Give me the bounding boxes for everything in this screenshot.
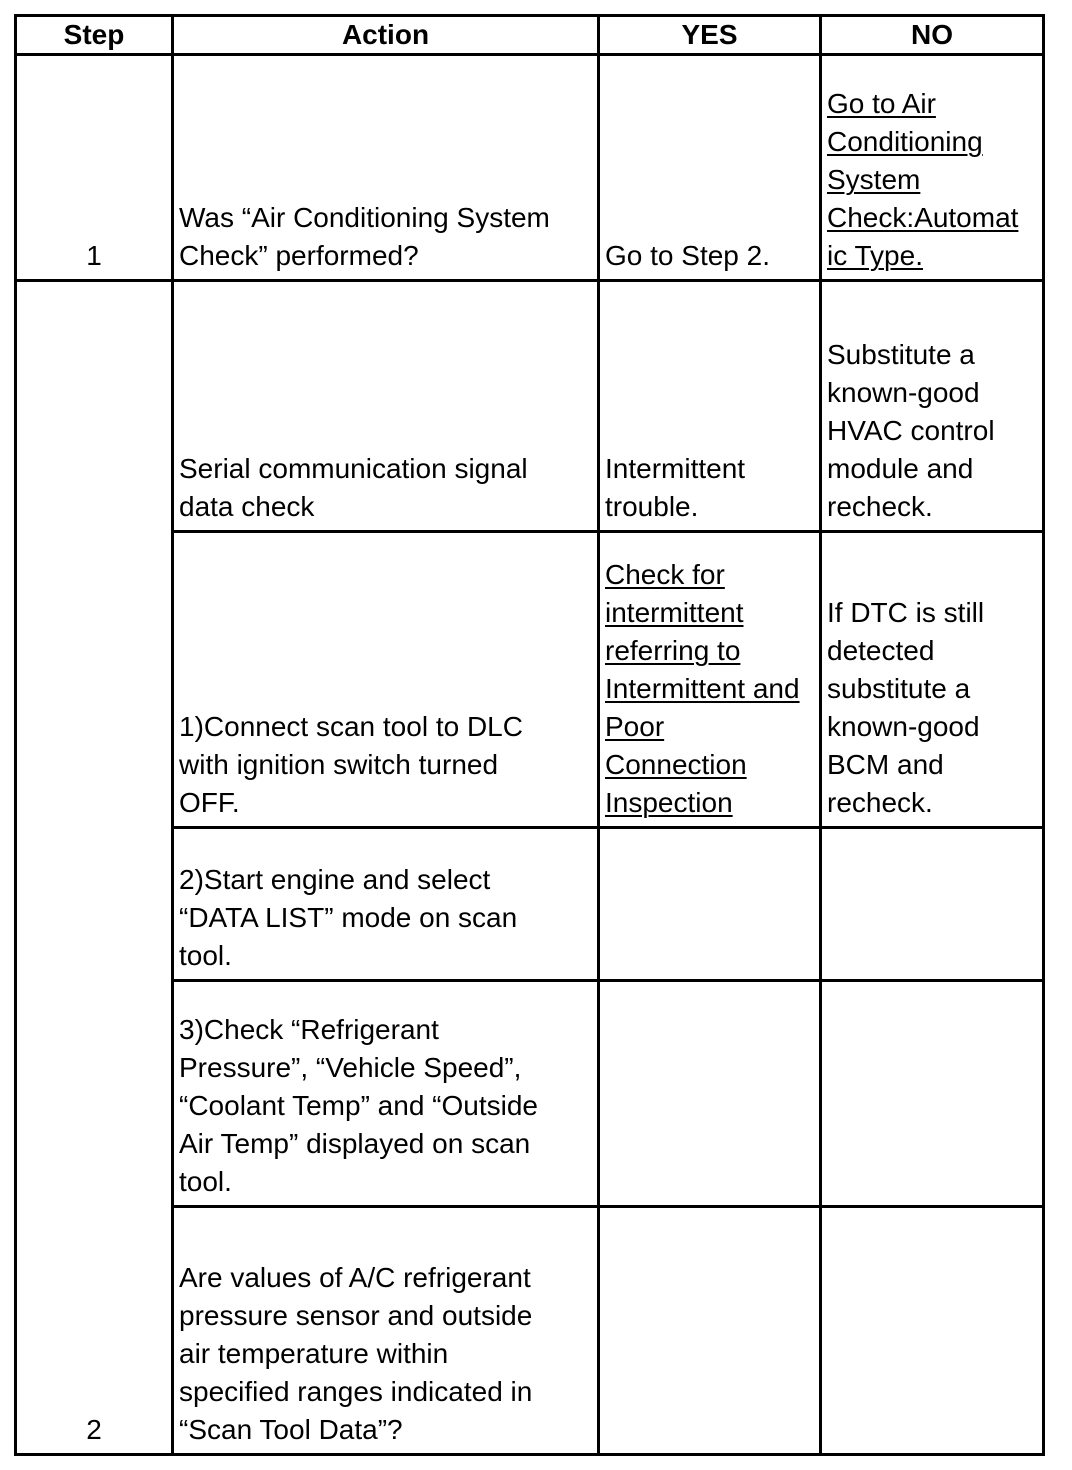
header-yes: YES [599,16,821,55]
table-row [16,55,1044,281]
yes-text: Intermittent [605,453,746,484]
action-text: Serial communication signal [179,453,528,484]
yes-cell [599,55,821,281]
header-no: NO [821,16,1044,55]
yes-cell [599,281,821,532]
action-text: Was “Air Conditioning System [179,202,550,233]
no-link-ac-system-check[interactable]: Conditioning [827,126,983,157]
header-step: Step [16,16,173,55]
action-text: tool. [179,940,232,971]
no-text: recheck. [827,491,933,522]
yes-link-intermittent-inspection[interactable]: referring to [605,635,741,666]
no-cell[interactable] [821,55,1044,281]
yes-link-intermittent-inspection[interactable]: Intermittent and [605,673,800,704]
action-text: “DATA LIST” mode on scan [179,902,518,933]
action-text: “Scan Tool Data”? [179,1414,403,1445]
yes-cell [599,1207,821,1455]
no-text: HVAC control [827,415,995,446]
action-text: pressure sensor and outside [179,1300,533,1331]
table-row [16,281,1044,532]
yes-text: trouble. [605,491,699,522]
yes-link-intermittent-inspection[interactable]: intermittent [605,597,744,628]
action-text: Check” performed? [179,240,419,271]
action-text: air temperature within [179,1338,449,1369]
no-text: BCM and [827,749,944,780]
action-text: 1)Connect scan tool to DLC [179,711,523,742]
action-cell [173,55,599,281]
no-link-ac-system-check[interactable]: ic Type. [827,240,923,271]
no-text: substitute a [827,673,971,704]
yes-cell [599,828,821,981]
no-cell [821,828,1044,981]
action-text: 2)Start engine and select [179,864,491,895]
action-text: Pressure”, “Vehicle Speed”, [179,1052,522,1083]
yes-link-intermittent-inspection[interactable]: Inspection [605,787,733,818]
no-text: recheck. [827,787,933,818]
yes-cell [599,981,821,1207]
action-text: 3)Check “Refrigerant [179,1014,439,1045]
no-cell [821,981,1044,1207]
action-text: data check [179,491,315,522]
action-text: Are values of A/C refrigerant [179,1262,531,1293]
yes-link-intermittent-inspection[interactable]: Check for [605,559,725,590]
action-cell [173,281,599,532]
no-link-ac-system-check[interactable]: Go to Air [827,88,936,119]
no-text: If DTC is still [827,597,985,628]
header-row [16,16,1044,55]
no-link-ac-system-check[interactable]: Check:Automat [827,202,1019,233]
no-text: module and [827,453,974,484]
action-cell [173,828,599,981]
yes-link-intermittent-inspection[interactable]: Poor [605,711,665,742]
action-text: with ignition switch turned [179,749,499,780]
no-cell [821,1207,1044,1455]
action-text: “Coolant Temp” and “Outside [179,1090,538,1121]
diagnostic-table [14,14,1045,1456]
no-cell [821,532,1044,828]
action-cell [173,532,599,828]
action-cell [173,1207,599,1455]
action-text: tool. [179,1166,232,1197]
step-number: 2 [16,281,173,1455]
no-text: detected [827,635,935,666]
yes-link-intermittent-inspection[interactable]: Connection [605,749,747,780]
action-text: Air Temp” displayed on scan [179,1128,531,1159]
step-number: 1 [16,55,173,281]
no-text: Substitute a [827,339,975,370]
no-link-ac-system-check[interactable]: System [827,164,921,195]
yes-cell[interactable] [599,532,821,828]
action-text: OFF. [179,787,240,818]
no-text: known-good [827,711,980,742]
header-action: Action [173,16,599,55]
yes-text: Go to Step 2. [605,240,770,271]
no-cell [821,281,1044,532]
action-text: specified ranges indicated in [179,1376,533,1407]
no-text: known-good [827,377,980,408]
action-cell [173,981,599,1207]
